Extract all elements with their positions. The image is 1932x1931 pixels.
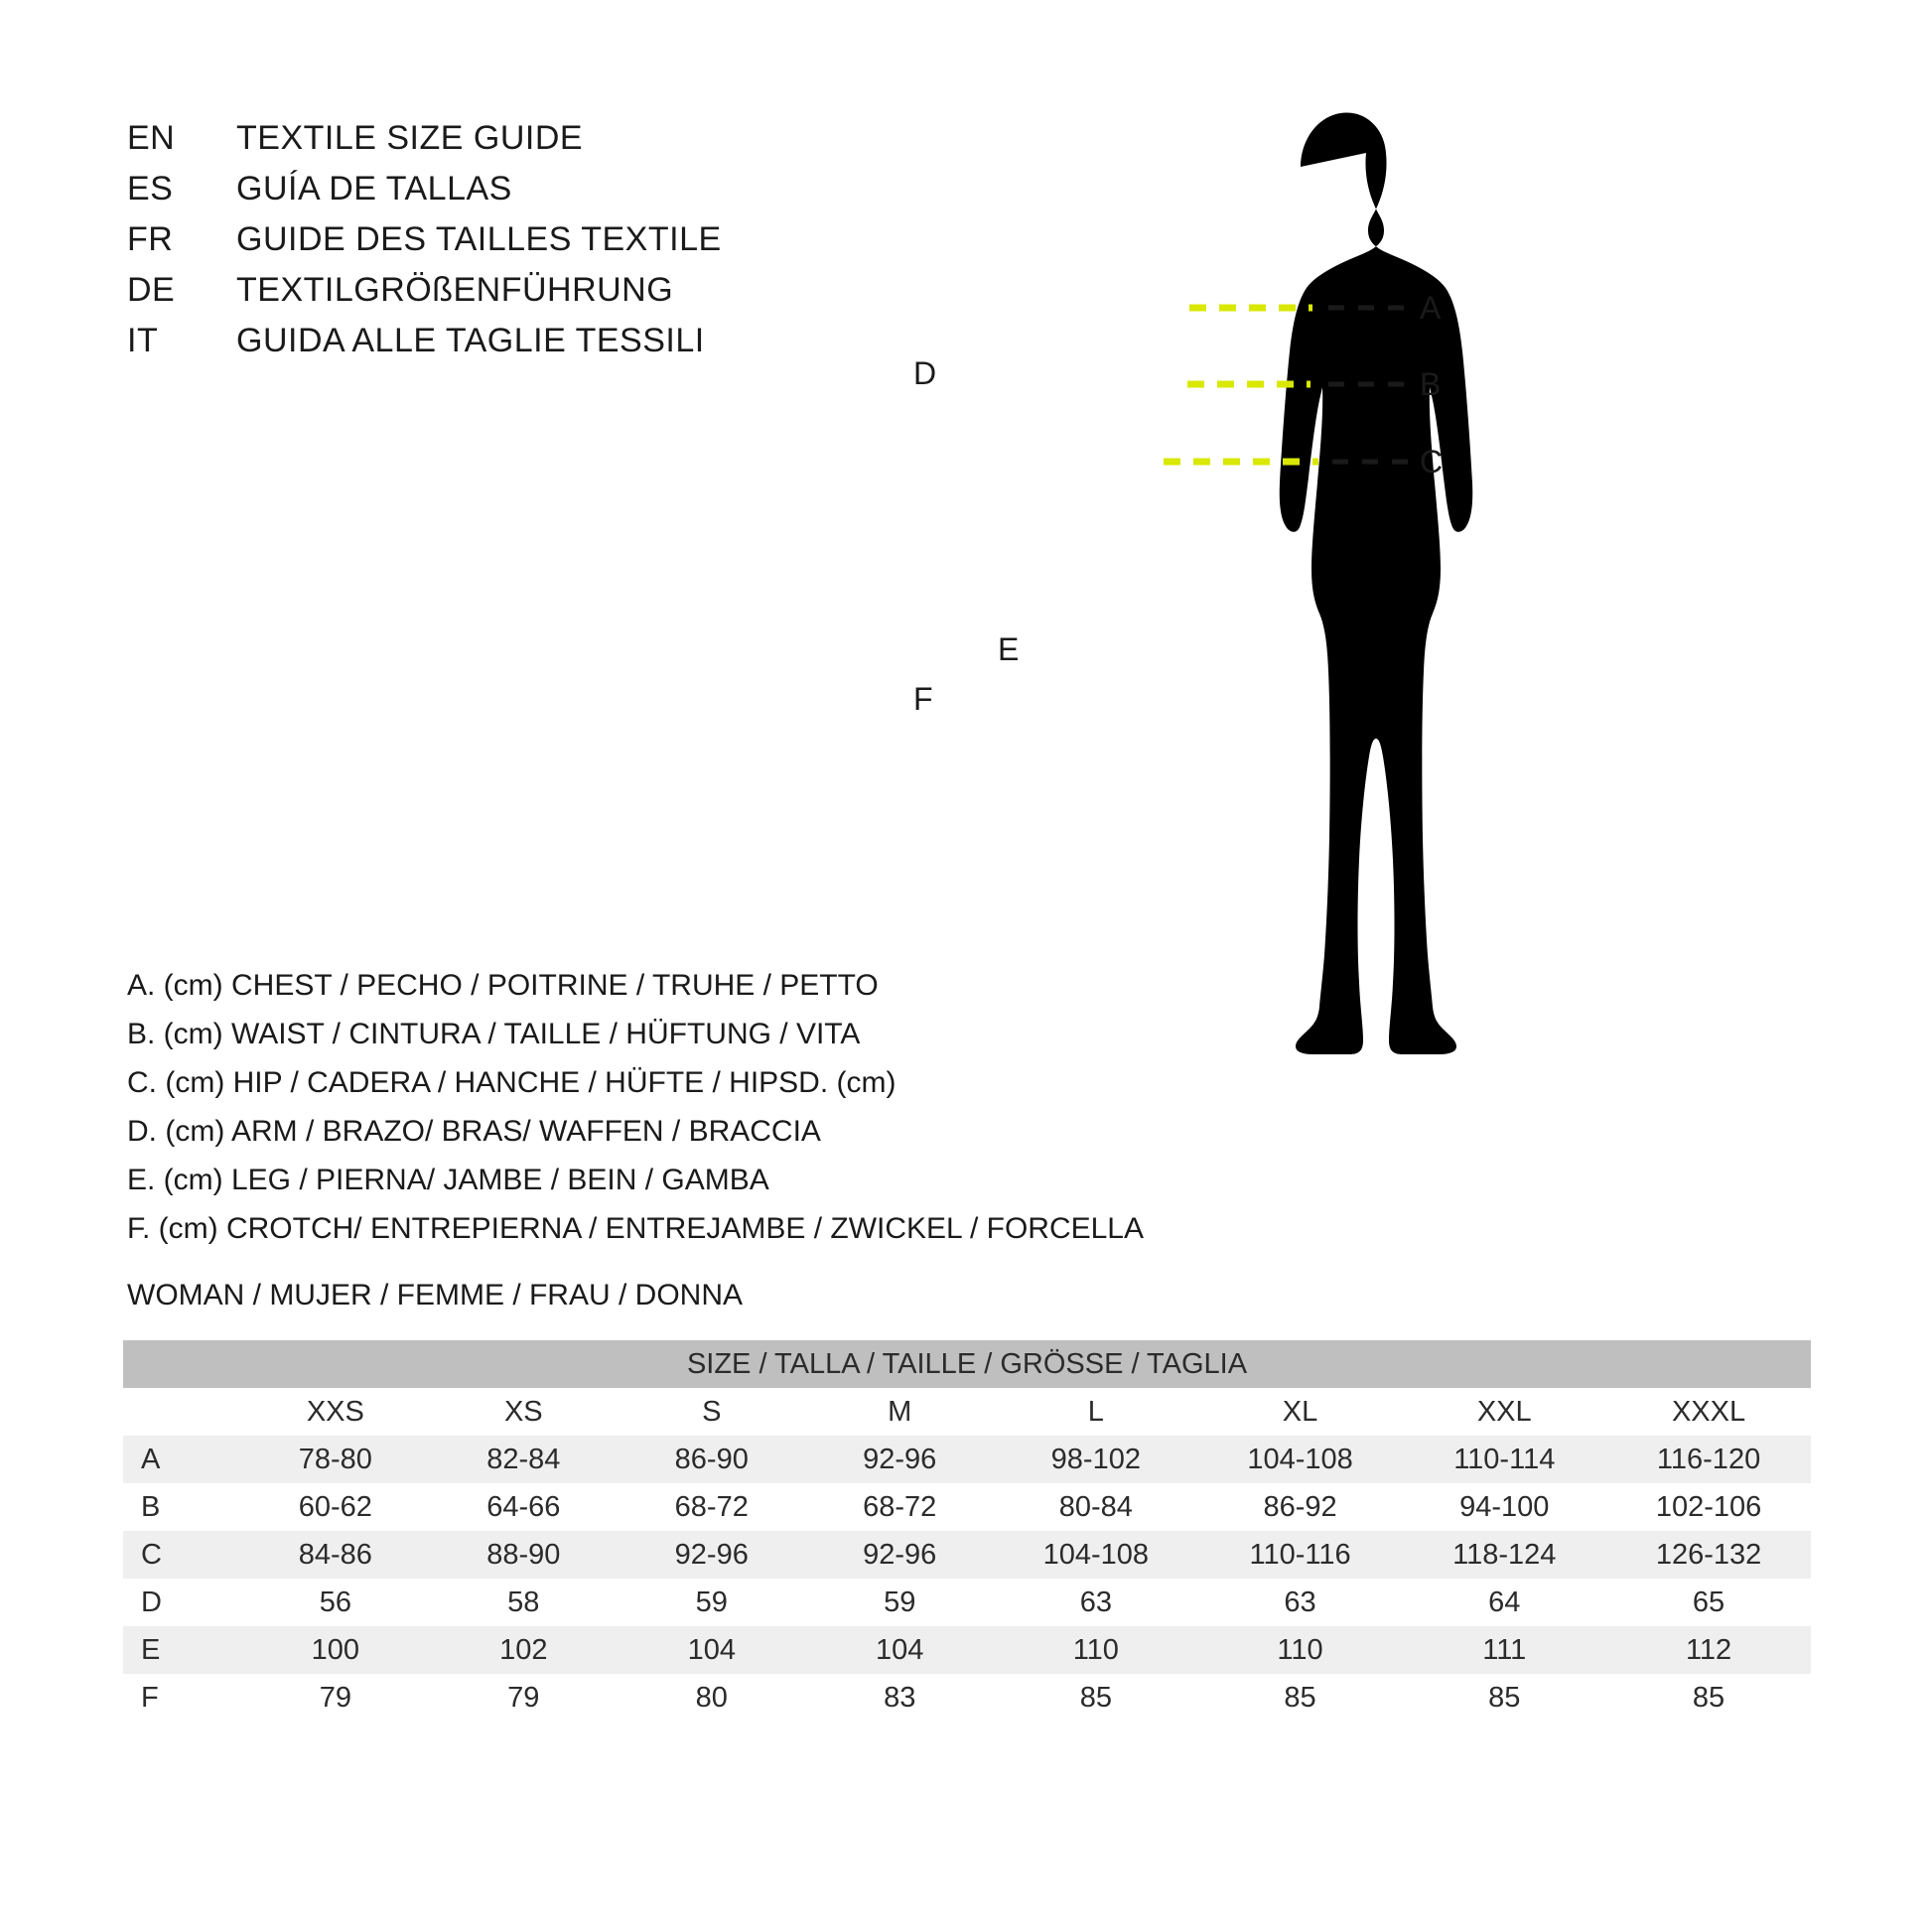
cell-c-m: 92-96 bbox=[806, 1531, 994, 1579]
cell-f-s: 80 bbox=[618, 1674, 805, 1722]
cell-a-l: 98-102 bbox=[994, 1436, 1198, 1483]
title-row-it bbox=[127, 322, 921, 372]
title-text-de: TEXTILGRÖßENFÜHRUNG bbox=[236, 271, 674, 309]
legend-item-b: B. (cm) WAIST / CINTURA / TAILLE / HÜFTUNG / VITA bbox=[127, 1018, 861, 1050]
cell-a-xxs: 78-80 bbox=[241, 1436, 429, 1483]
legend-item-c: C. (cm) HIP / CADERA / HANCHE / HÜFTE / HIPSD. (cm) bbox=[127, 1066, 897, 1099]
cell-e-xl: 110 bbox=[1198, 1626, 1403, 1674]
marker-label-c: C bbox=[1420, 444, 1444, 480]
cell-a-xl: 104-108 bbox=[1198, 1436, 1403, 1483]
title-lang-es: ES bbox=[127, 170, 174, 207]
size-table bbox=[123, 1340, 1811, 1722]
legend-item-d: D. (cm) ARM / BRAZO/ BRAS/ WAFFEN / BRACCIA bbox=[127, 1115, 821, 1148]
table-caption-row bbox=[123, 1340, 1811, 1388]
bracket-label-e: E bbox=[998, 631, 1020, 667]
title-lang-en: EN bbox=[127, 119, 176, 157]
row-label-c: C bbox=[123, 1531, 241, 1579]
cell-f-xxl: 85 bbox=[1402, 1674, 1606, 1722]
row-label-d: D bbox=[123, 1579, 241, 1626]
title-row-en bbox=[127, 119, 921, 170]
table-row bbox=[123, 1626, 1811, 1674]
cell-b-xs: 64-66 bbox=[430, 1483, 618, 1531]
col-header-m: M bbox=[806, 1388, 994, 1436]
cell-d-m: 59 bbox=[806, 1579, 994, 1626]
cell-b-xl: 86-92 bbox=[1198, 1483, 1403, 1531]
table-caption: SIZE / TALLA / TAILLE / GRÖSSE / TAGLIA bbox=[123, 1340, 1811, 1388]
title-text-en: TEXTILE SIZE GUIDE bbox=[236, 119, 584, 157]
cell-f-xxxl: 85 bbox=[1606, 1674, 1811, 1722]
table-row bbox=[123, 1436, 1811, 1483]
cell-b-xxs: 60-62 bbox=[241, 1483, 429, 1531]
cell-b-l: 80-84 bbox=[994, 1483, 1198, 1531]
cell-e-m: 104 bbox=[806, 1626, 994, 1674]
cell-c-s: 92-96 bbox=[618, 1531, 805, 1579]
cell-f-xl: 85 bbox=[1198, 1674, 1403, 1722]
table-row bbox=[123, 1674, 1811, 1722]
row-label-e: E bbox=[123, 1626, 241, 1674]
title-lang-de: DE bbox=[127, 271, 176, 309]
cell-d-l: 63 bbox=[994, 1579, 1198, 1626]
table-row bbox=[123, 1531, 1811, 1579]
woman-silhouette-icon bbox=[1239, 112, 1472, 1054]
cell-b-m: 68-72 bbox=[806, 1483, 994, 1531]
cell-e-xxxl: 112 bbox=[1606, 1626, 1811, 1674]
group-label: WOMAN / MUJER / FEMME / FRAU / DONNA bbox=[127, 1279, 743, 1311]
cell-b-s: 68-72 bbox=[618, 1483, 805, 1531]
cell-a-m: 92-96 bbox=[806, 1436, 994, 1483]
cell-b-xxxl: 102-106 bbox=[1606, 1483, 1811, 1531]
legend-item-e: E. (cm) LEG / PIERNA/ JAMBE / BEIN / GAMBA bbox=[127, 1164, 769, 1196]
title-text-es: GUÍA DE TALLAS bbox=[236, 170, 512, 207]
marker-label-a: A bbox=[1420, 290, 1442, 326]
cell-b-xxl: 94-100 bbox=[1402, 1483, 1606, 1531]
title-block bbox=[127, 119, 921, 372]
cell-d-xs: 58 bbox=[430, 1579, 618, 1626]
col-header-xxs: XXS bbox=[241, 1388, 429, 1436]
cell-a-s: 86-90 bbox=[618, 1436, 805, 1483]
legend-item-f: F. (cm) CROTCH/ ENTREPIERNA / ENTREJAMBE / ZWICKEL / FORCELLA bbox=[127, 1212, 1144, 1245]
title-lang-fr: FR bbox=[127, 220, 174, 258]
cell-e-xxl: 111 bbox=[1402, 1626, 1606, 1674]
bracket-label-f: F bbox=[913, 681, 933, 717]
cell-c-xxl: 118-124 bbox=[1402, 1531, 1606, 1579]
silhouette-diagram-svg bbox=[1112, 69, 1896, 1211]
measurement-diagram bbox=[913, 69, 1896, 1211]
cell-a-xxl: 110-114 bbox=[1402, 1436, 1606, 1483]
col-header-xl: XL bbox=[1198, 1388, 1403, 1436]
cell-c-xl: 110-116 bbox=[1198, 1531, 1403, 1579]
cell-e-xxs: 100 bbox=[241, 1626, 429, 1674]
cell-c-xs: 88-90 bbox=[430, 1531, 618, 1579]
title-text-it: GUIDA ALLE TAGLIE TESSILI bbox=[236, 322, 705, 359]
title-row-de bbox=[127, 271, 921, 322]
title-lang-it: IT bbox=[127, 322, 159, 359]
cell-a-xxxl: 116-120 bbox=[1606, 1436, 1811, 1483]
bracket-label-d: D bbox=[913, 355, 937, 391]
col-header-l: L bbox=[994, 1388, 1198, 1436]
cell-c-xxs: 84-86 bbox=[241, 1531, 429, 1579]
cell-e-s: 104 bbox=[618, 1626, 805, 1674]
title-row-fr bbox=[127, 220, 921, 271]
cell-f-m: 83 bbox=[806, 1674, 994, 1722]
col-header-xxxl: XXXL bbox=[1606, 1388, 1811, 1436]
legend-block bbox=[127, 961, 1219, 1253]
cell-c-l: 104-108 bbox=[994, 1531, 1198, 1579]
cell-c-xxxl: 126-132 bbox=[1606, 1531, 1811, 1579]
title-text-fr: GUIDE DES TAILLES TEXTILE bbox=[236, 220, 722, 258]
legend-item-a: A. (cm) CHEST / PECHO / POITRINE / TRUHE / PETTO bbox=[127, 969, 879, 1002]
cell-f-xs: 79 bbox=[430, 1674, 618, 1722]
col-header-xs: XS bbox=[430, 1388, 618, 1436]
title-row-es bbox=[127, 170, 921, 220]
cell-d-xxs: 56 bbox=[241, 1579, 429, 1626]
cell-d-xxl: 64 bbox=[1402, 1579, 1606, 1626]
cell-e-l: 110 bbox=[994, 1626, 1198, 1674]
table-header-row bbox=[123, 1388, 1811, 1436]
table-row bbox=[123, 1579, 1811, 1626]
cell-d-s: 59 bbox=[618, 1579, 805, 1626]
cell-d-xxxl: 65 bbox=[1606, 1579, 1811, 1626]
cell-e-xs: 102 bbox=[430, 1626, 618, 1674]
marker-label-b: B bbox=[1420, 366, 1442, 402]
cell-d-xl: 63 bbox=[1198, 1579, 1403, 1626]
col-header-blank bbox=[123, 1388, 241, 1436]
row-label-b: B bbox=[123, 1483, 241, 1531]
table-row bbox=[123, 1483, 1811, 1531]
cell-f-l: 85 bbox=[994, 1674, 1198, 1722]
col-header-s: S bbox=[618, 1388, 805, 1436]
cell-f-xxs: 79 bbox=[241, 1674, 429, 1722]
row-label-f: F bbox=[123, 1674, 241, 1722]
size-table-wrapper bbox=[123, 1340, 1811, 1722]
cell-a-xs: 82-84 bbox=[430, 1436, 618, 1483]
row-label-a: A bbox=[123, 1436, 241, 1483]
col-header-xxl: XXL bbox=[1402, 1388, 1606, 1436]
